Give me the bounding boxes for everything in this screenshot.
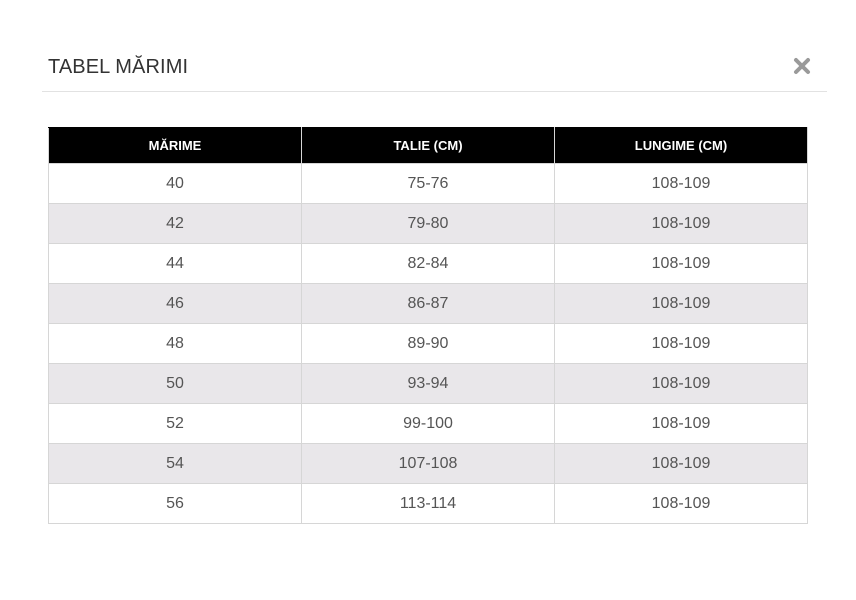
header-size: MĂRIME [49, 128, 302, 164]
table-row [49, 364, 808, 404]
size-cell: 42 [49, 204, 302, 244]
length-cell: 108-109 [555, 284, 808, 324]
header-length: LUNGIME (CM) [555, 128, 808, 164]
size-cell: 48 [49, 324, 302, 364]
length-cell: 108-109 [555, 404, 808, 444]
waist-cell: 113-114 [302, 484, 555, 524]
table-row [49, 204, 808, 244]
close-button[interactable] [793, 57, 811, 75]
size-table [48, 127, 808, 524]
waist-cell: 86-87 [302, 284, 555, 324]
size-cell: 44 [49, 244, 302, 284]
waist-cell: 79-80 [302, 204, 555, 244]
length-cell: 108-109 [555, 324, 808, 364]
modal-title: TABEL MĂRIMI [48, 56, 189, 78]
table-row [49, 444, 808, 484]
length-cell: 108-109 [555, 364, 808, 404]
table-row [49, 404, 808, 444]
table-row [49, 324, 808, 364]
length-cell: 108-109 [555, 164, 808, 204]
waist-cell: 75-76 [302, 164, 555, 204]
waist-cell: 89-90 [302, 324, 555, 364]
waist-cell: 99-100 [302, 404, 555, 444]
table-row [49, 284, 808, 324]
size-cell: 52 [49, 404, 302, 444]
table-row [49, 164, 808, 204]
header-waist: TALIE (CM) [302, 128, 555, 164]
length-cell: 108-109 [555, 244, 808, 284]
waist-cell: 107-108 [302, 444, 555, 484]
size-cell: 50 [49, 364, 302, 404]
table-row [49, 244, 808, 284]
size-cell: 46 [49, 284, 302, 324]
size-cell: 56 [49, 484, 302, 524]
length-cell: 108-109 [555, 204, 808, 244]
modal-header [42, 40, 827, 92]
table-row [49, 484, 808, 524]
waist-cell: 82-84 [302, 244, 555, 284]
waist-cell: 93-94 [302, 364, 555, 404]
length-cell: 108-109 [555, 484, 808, 524]
length-cell: 108-109 [555, 444, 808, 484]
close-x-icon [793, 57, 811, 75]
size-cell: 40 [49, 164, 302, 204]
size-cell: 54 [49, 444, 302, 484]
table-header-row [49, 128, 808, 164]
